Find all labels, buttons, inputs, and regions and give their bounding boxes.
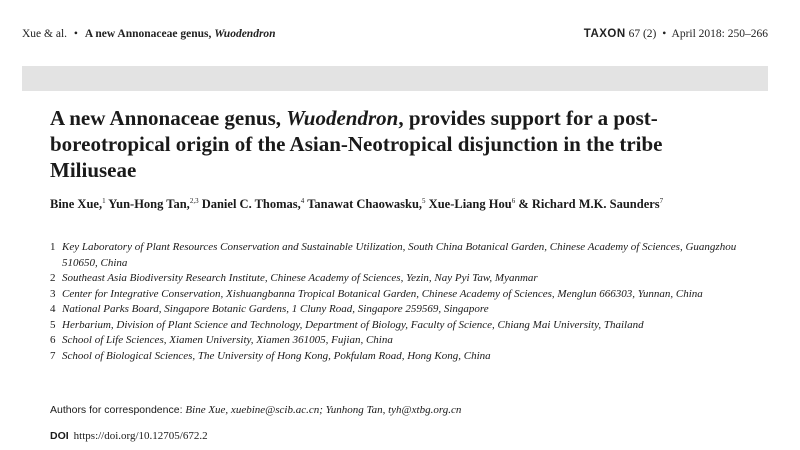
affiliation-item (50, 349, 750, 365)
author-affiliation-mark: 5 (422, 196, 426, 205)
article-title (50, 105, 750, 183)
doi-label: DOI (50, 430, 69, 442)
author-affiliation-mark: 4 (300, 196, 305, 205)
running-head-separator: • (73, 28, 78, 40)
running-head-right-separator: • (662, 28, 667, 40)
running-head-left (22, 28, 276, 40)
author-affiliation-mark: 1 (102, 196, 106, 205)
running-head-authors: Xue & al. (22, 28, 68, 40)
author-affiliation-mark: 2,3 (189, 196, 199, 205)
affiliation-text: School of Life Sciences, Xiamen University, Xiamen 361005, Fujian, China (62, 334, 393, 346)
affiliation-item (50, 302, 750, 318)
author-name: Tanawat Chaowasku, (307, 197, 423, 211)
affiliation-number: 4 (50, 303, 56, 315)
affiliation-number: 7 (50, 349, 56, 362)
affiliation-item (50, 287, 750, 303)
author-name: Richard M.K. Saunders (531, 197, 660, 211)
affiliation-number: 6 (50, 334, 56, 346)
author-name: Yun-Hong Tan, (108, 197, 190, 211)
affiliation-number: 2 (50, 272, 56, 284)
author-affiliation-mark: 6 (511, 196, 516, 205)
correspondence (50, 404, 750, 416)
doi (50, 430, 208, 442)
correspondence-label: Authors for correspondence: (50, 404, 186, 416)
affiliation-text: Southeast Asia Biodiversity Research Institute, Chinese Academy of Sciences, Yezin, Nay Pyi Taw, Myanmar (62, 272, 538, 284)
affiliation-item (50, 318, 750, 334)
affiliation-text: Herbarium, Division of Plant Science and Technology, Department of Biology, Faculty of Science, Chiang Mai University, Thailand (62, 318, 644, 331)
title-genus: Wuodendron (286, 106, 399, 130)
affiliation-number: 1 (50, 241, 56, 253)
author-name: Daniel C. Thomas, (201, 197, 301, 211)
running-head-genus: Wuodendron (214, 28, 276, 40)
running-head-right (584, 28, 768, 40)
affiliation-item (50, 271, 750, 287)
running-head-short-title: A new Annonaceae genus, (84, 28, 212, 40)
journal-name: TAXON (583, 28, 626, 40)
affiliation-list (50, 240, 750, 364)
author-name: & (518, 197, 529, 211)
affiliation-text: School of Biological Sciences, The University of Hong Kong, Pokfulam Road, Hong Kong, China (62, 349, 491, 362)
affiliation-number: 3 (50, 287, 56, 300)
title-part1: A new Annonaceae genus, (50, 106, 287, 130)
affiliation-text: Key Laboratory of Plant Resources Conservation and Sustainable Utilization, South China Botanical Garden, Chinese Academy of Sciences, Guangzhou 510650, China (62, 241, 737, 269)
affiliation-number: 5 (50, 318, 56, 331)
author-list (50, 195, 750, 214)
header-band (22, 66, 768, 91)
doi-link[interactable]: https://doi.org/10.12705/672.2 (73, 430, 208, 442)
affiliation-item (50, 333, 750, 349)
author-affiliation-mark: 7 (659, 196, 664, 205)
running-head (22, 28, 768, 40)
affiliation-text: Center for Integrative Conservation, Xishuangbanna Tropical Botanical Garden, Chinese Academy of Sciences, Menglun 666303, Yunnan, China (62, 287, 703, 300)
author-name: Xue-Liang Hou (428, 197, 512, 211)
affiliation-item (50, 240, 750, 271)
volume-issue: 67 (2) (628, 28, 657, 40)
title-part2: , provides support for a post-boreotropical origin of the Asian-Neotropical disjunction in the tribe Miliuseae (50, 106, 663, 182)
affiliation-text: National Parks Board, Singapore Botanic Gardens, 1 Cluny Road, Singapore 259569, Singapore (62, 303, 489, 315)
correspondence-value: Bine Xue, xuebine@scib.ac.cn; Yunhong Tan, tyh@xtbg.org.cn (185, 404, 462, 416)
author-name: Bine Xue, (50, 197, 103, 211)
date-pages: April 2018: 250–266 (671, 28, 768, 40)
